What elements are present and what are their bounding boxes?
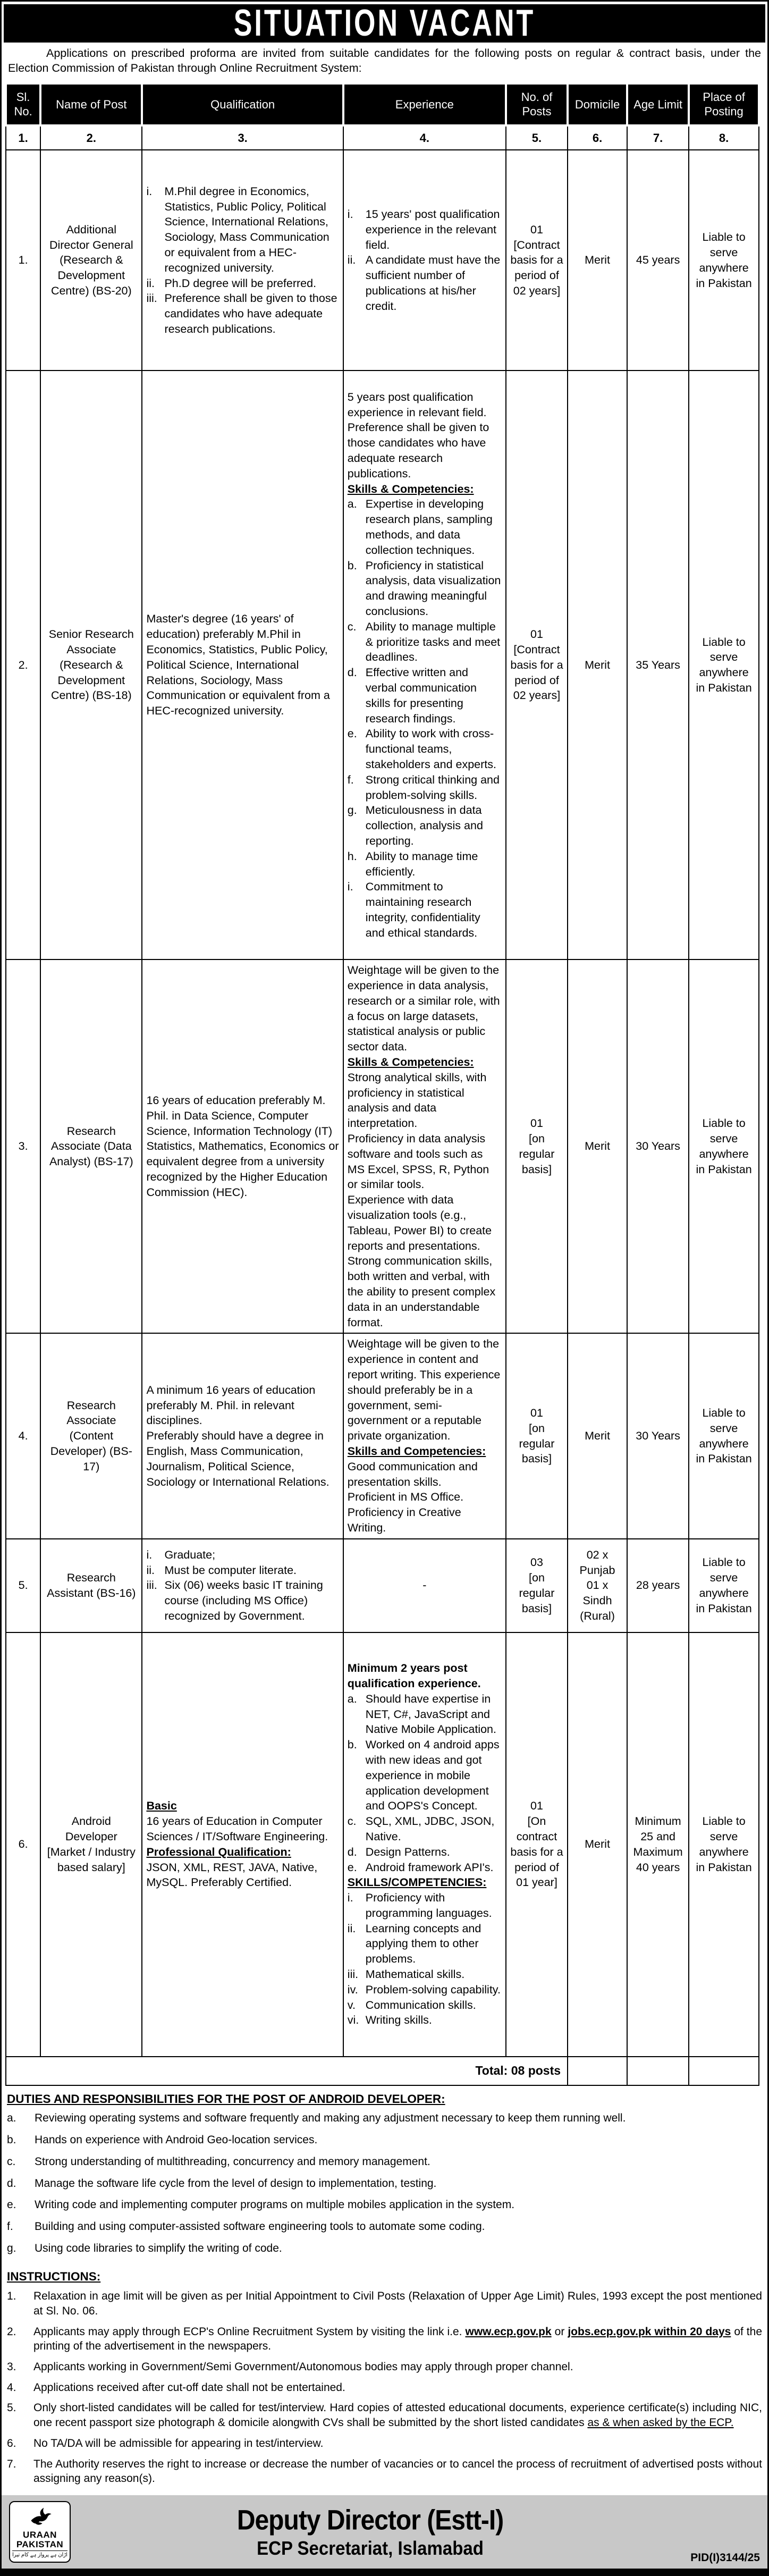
logo-urdu-tagline: اڑان ہے پرواز ہے کام تیرا <box>12 2550 67 2558</box>
table-row <box>6 1539 759 1632</box>
list-item: 3. Applicants working in Government/Semi Government/Autonomous bodies may apply through proper channel. <box>7 2360 762 2375</box>
posts-cell <box>506 1333 568 1538</box>
list-item: 2. Applicants may apply through ECP's Online Recruitment System by visiting the link i.e. www.ecp.gov.pk or jobs.ecp.gov.pk within 20 days of the printing of the advertisement in the newspapers. <box>7 2325 763 2353</box>
list-item: i. Proficiency with programming languages. <box>347 1891 492 1920</box>
list-marker: e. <box>7 2199 16 2211</box>
age-limit-cell: 35 Years <box>627 371 689 959</box>
empty-cell <box>689 2057 759 2085</box>
signature-block <box>71 2506 760 2558</box>
post-name-cell: Senior Research Associate (Research & Development Centre) (BS-18) <box>40 371 142 959</box>
column-number: 4. <box>343 125 506 150</box>
domicile-cell <box>568 959 627 1333</box>
subheading: Professional Qualification: <box>146 1845 291 1858</box>
list-item: 6. No TA/DA will be admissible for appearing in test/interview. <box>7 2436 762 2451</box>
list-marker: iii. <box>347 1968 359 1981</box>
table-row <box>6 959 759 1333</box>
cell-lines: 01 [On contract basis for a period of 01 year] <box>510 1799 563 1889</box>
list-marker: f. <box>347 773 354 786</box>
list-item: iii. Preference shall be given to those candidates who have adequate research publications. <box>146 292 337 335</box>
paragraph: Strong communication skills, both written and verbal, with the ability to present complex data in an understandable format. <box>347 1255 496 1329</box>
instructions-section <box>2 2263 767 2493</box>
column-number: 5. <box>506 125 568 150</box>
page-title: SITUATION VACANT <box>233 2 536 45</box>
paragraph: JSON, XML, REST, JAVA, Native, MySQL. Preferably Certified. <box>146 1861 318 1889</box>
list-item: ii. A candidate must have the sufficient number of publications at his/her credit. <box>347 254 501 313</box>
paragraph: Preferably should have a degree in English, Mass Communication, Journalism, Political Science, Sociology or International Relations. <box>146 1429 329 1488</box>
list-marker: d. <box>347 666 357 679</box>
age-limit-cell: 28 years <box>627 1539 689 1632</box>
list-item: g. Meticulousness in data collection, analysis and reporting. <box>347 804 483 847</box>
cell-lines: Merit <box>585 1838 610 1851</box>
list-item: ii. Ph.D degree will be preferred. <box>146 276 339 291</box>
domicile-cell <box>568 371 627 959</box>
list-item: ii. Learning concepts and applying them to other problems. <box>347 1922 481 1966</box>
list-marker: ii. <box>347 1922 356 1935</box>
posts-cell <box>506 959 568 1333</box>
list-item: vi. Writing skills. <box>348 2013 502 2028</box>
list-marker: f. <box>7 2220 13 2233</box>
list-item: g. Using code libraries to simplify the writing of code. <box>7 2241 762 2256</box>
paragraph: 5 years post qualification experience in relevant field. Preference shall be given to those candidates who have adequate research publications. <box>347 390 489 480</box>
list-item: a. Expertise in developing research plans, sampling methods, and data collection techniques. <box>347 498 493 557</box>
post-name-cell: Research Assistant (BS-16) <box>40 1539 142 1632</box>
posts-cell <box>506 150 568 371</box>
list-marker: a. <box>347 498 357 511</box>
empty-cell <box>627 2057 689 2085</box>
list-marker: vi. <box>347 2014 359 2027</box>
logo-text-line1: URAAN <box>23 2529 57 2540</box>
domicile-cell <box>568 1632 627 2057</box>
list-marker: iii. <box>146 1579 157 1592</box>
table-row <box>6 150 759 371</box>
list-marker: i. <box>347 207 353 221</box>
list-marker: i. <box>347 880 353 894</box>
list-item: b. Proficiency in statistical analysis, data visualization and drawing meaningful conclusions. <box>347 559 501 618</box>
sl-no-cell: 3. <box>6 959 40 1333</box>
list-marker: 5. <box>7 2402 16 2414</box>
list-item: i. M.Phil degree in Economics, Statistics, Public Policy, Political Science, International Relations, Sociology, Mass Communication or equivalent from a HEC-recognized university. <box>146 184 329 274</box>
subheading: Skills & Competencies: <box>347 1056 474 1068</box>
banner <box>4 4 765 43</box>
officer-title: Deputy Director (Estt-I) <box>236 2504 504 2536</box>
cell-lines: 03 [on regular basis] <box>519 1556 555 1615</box>
list-item: iv. Problem-solving capability. <box>348 1982 502 1998</box>
sl-no-cell: 5. <box>6 1539 40 1632</box>
place-of-posting-cell: Liable to serve anywhere in Pakistan <box>689 959 759 1333</box>
list-item: iii. Six (06) weeks basic IT training course (including MS Office) recognized by Government. <box>146 1579 323 1622</box>
list <box>146 1547 339 1624</box>
list-item: b. Worked on 4 android apps with new ideas and got experience in mobile application development and OOPS's Concept. <box>347 1738 500 1813</box>
pid-number: PID(I)3144/25 <box>690 2552 760 2564</box>
list-item: i. 15 years' post qualification experience in the relevant field. <box>347 207 500 251</box>
list-marker: c. <box>347 620 357 633</box>
column-header-sl-no: Sl. No. <box>6 83 40 125</box>
sl-no-cell: 2. <box>6 371 40 959</box>
duties-list <box>7 2111 762 2255</box>
paragraph: Proficiency in Creative Writing. <box>347 1506 461 1534</box>
qualification-cell <box>142 1333 343 1538</box>
column-header-experience: Experience <box>343 83 506 125</box>
column-number: 8. <box>689 125 759 150</box>
list-item: b. Hands on experience with Android Geo-location services. <box>7 2133 762 2148</box>
experience-cell <box>343 1539 506 1632</box>
list <box>348 207 502 314</box>
list-item: c. Ability to manage multiple & prioritize tasks and meet deadlines. <box>347 620 501 664</box>
paragraph: A minimum 16 years of education preferably M. Phil. in relevant disciplines. <box>146 1383 316 1427</box>
list-marker: d. <box>347 1845 357 1858</box>
cell-lines: 01 [on regular basis] <box>519 1117 555 1176</box>
footer <box>2 2495 767 2569</box>
domicile-cell <box>568 150 627 371</box>
column-number: 7. <box>627 125 689 150</box>
cell-lines: Merit <box>585 1429 610 1443</box>
sl-no-cell: 1. <box>6 150 40 371</box>
paragraph: Experience with data visualization tools (e.g., Tableau, Power BI) to create reports and presentations. <box>347 1193 492 1252</box>
total-row <box>6 2057 759 2085</box>
list-marker: ii. <box>146 276 155 290</box>
cell-lines: 02 x Punjab 01 x Sindh (Rural) <box>579 1548 615 1622</box>
paragraph: Weightage will be given to the experience in data analysis, research or a similar role, with a focus on large datasets, statistical analysis or public sector data. <box>347 964 500 1054</box>
cell-lines: 01 [Contract basis for a period of 02 years] <box>510 223 563 297</box>
list-marker: e. <box>347 727 357 740</box>
list-item: 1. Relaxation in age limit will be given as per Initial Appointment to Civil Posts (Relaxation of Upper Age Limit) Rules, 1993 except the post mentioned at Sl. No. 06. <box>7 2290 762 2317</box>
list-marker: b. <box>347 1738 357 1752</box>
place-of-posting-cell: Liable to serve anywhere in Pakistan <box>689 1333 759 1538</box>
paragraph: 16 years of education preferably M. Phil. in Data Science, Computer Science, Information Technology (IT) Statistics, Mathematics, Economics or equivalent degree from a university recognized by the Higher Education Commission (HEC). <box>146 1093 339 1199</box>
column-number-row <box>6 125 759 150</box>
cell-lines: Merit <box>585 1140 610 1153</box>
post-name-cell: Additional Director General (Research & Development Centre) (BS-20) <box>40 150 142 371</box>
list-item: 4. Applications received after cut-off date shall not be entertained. <box>7 2380 762 2395</box>
list-item: a. Reviewing operating systems and software frequently and making any adjustment necessary to keep them running well. <box>7 2111 762 2126</box>
list-marker: v. <box>347 1998 356 2011</box>
column-header-domicile: Domicile <box>568 83 627 125</box>
total-posts-label: Total: 08 posts <box>6 2057 568 2085</box>
qualification-cell <box>142 150 343 371</box>
list-item: h. Ability to manage time efficiently. <box>347 849 478 878</box>
paragraph: Good communication and presentation skills. <box>347 1460 478 1488</box>
list <box>7 2289 762 2486</box>
list-item: v. Communication skills. <box>348 1998 502 2013</box>
list-marker: ii. <box>146 1563 155 1577</box>
experience-cell <box>343 959 506 1333</box>
table-row <box>6 1632 759 2057</box>
list <box>348 1890 502 2028</box>
cell-lines: Merit <box>585 254 610 267</box>
logo-text-line2: PAKISTAN <box>16 2539 64 2549</box>
dove-icon <box>24 2506 55 2530</box>
list-marker: iv. <box>347 1983 358 1996</box>
list-item: e. Ability to work with cross-functional teams, stakeholders and experts. <box>347 727 496 771</box>
place-of-posting-cell: Liable to serve anywhere in Pakistan <box>689 1539 759 1632</box>
list-marker: iii. <box>146 292 157 305</box>
list-item: e. Writing code and implementing computer programs on multiple mobiles application in the system. <box>7 2198 762 2212</box>
qualification-cell <box>142 1632 343 2057</box>
list-item: 5. Only short-listed candidates will be called for test/interview. Hard copies of attested educational documents, experience certificate(s) including NIC, one recent passport size photograph & domicile alongwith CVs shall be submitted by the short listed candidates as & when asked by the ECP. <box>7 2402 762 2429</box>
list <box>7 2111 762 2255</box>
bottom-bar <box>2 2569 767 2574</box>
list-item: a. Should have expertise in NET, C#, JavaScript and Native Mobile Application. <box>347 1692 496 1736</box>
list-item: d. Manage the software life cycle from the level of design to implementation, testing. <box>7 2176 762 2191</box>
post-name-cell: Android Developer [Market / Industry based salary] <box>40 1632 142 2057</box>
paragraph: Strong analytical skills, with proficiency in statistical analysis and data interpretation. <box>347 1071 487 1130</box>
experience-cell <box>343 371 506 959</box>
paragraph: Proficiency in data analysis software and tools such as MS Excel, SPSS, R, Python or similar tools. <box>347 1132 489 1191</box>
list-marker: 1. <box>7 2290 16 2303</box>
list-item: c. SQL, XML, JDBC, JSON, Native. <box>347 1815 495 1843</box>
table-header-row <box>6 83 759 125</box>
posts-cell <box>506 371 568 959</box>
empty-cell <box>568 2057 627 2085</box>
list-item: 7. The Authority reserves the right to increase or decrease the number of vacancies or to cancel the process of recruitment of advertised posts without assigning any reason(s). <box>7 2457 762 2485</box>
list <box>146 184 339 337</box>
list-marker: i. <box>146 1548 153 1561</box>
age-limit-cell: Minimum 25 and Maximum 40 years <box>627 1632 689 2057</box>
list-marker: i. <box>146 184 153 198</box>
place-of-posting-cell: Liable to serve anywhere in Pakistan <box>689 371 759 959</box>
uraan-pakistan-logo <box>9 2501 71 2563</box>
duties-heading: DUTIES AND RESPONSIBILITIES FOR THE POST OF ANDROID DEVELOPER: <box>7 2092 445 2106</box>
recruitment-table <box>5 82 760 2086</box>
list-marker: 6. <box>7 2437 16 2449</box>
instructions-heading: INSTRUCTIONS: <box>7 2270 101 2284</box>
cell-lines: Merit <box>585 658 610 671</box>
posts-cell <box>506 1632 568 2057</box>
subheading: Skills & Competencies: <box>347 482 474 495</box>
post-name-cell: Research Associate (Content Developer) (BS-17) <box>40 1333 142 1538</box>
duties-section <box>2 2086 767 2264</box>
list-marker: ii. <box>347 254 356 267</box>
list-marker: 2. <box>7 2325 16 2338</box>
column-number: 3. <box>142 125 343 150</box>
list-marker: g. <box>347 804 357 817</box>
column-number: 2. <box>40 125 142 150</box>
column-header-no-of-posts: No. of Posts <box>506 83 568 125</box>
intro-paragraph: Applications on prescribed proforma are invited from suitable candidates for the following posts on regular & contract basis, under the Election Commission of Pakistan through Online Recruitment System: <box>8 47 761 75</box>
paragraph: 16 years of Education in Computer Sciences / IT/Software Engineering. <box>146 1815 328 1843</box>
post-name-cell: Research Associate (Data Analyst) (BS-17) <box>40 959 142 1333</box>
column-header-place-of-posting: Place of Posting <box>689 83 759 125</box>
age-limit-cell: 30 Years <box>627 1333 689 1538</box>
cell-lines: 01 [Contract basis for a period of 02 years] <box>510 628 563 702</box>
list-marker: 3. <box>7 2360 16 2373</box>
list-marker: a. <box>7 2112 16 2125</box>
table-row <box>6 371 759 959</box>
list-item: ii. Must be computer literate. <box>146 1563 339 1578</box>
list-marker: 4. <box>7 2381 16 2394</box>
list-marker: h. <box>347 849 357 863</box>
column-header-name-of-post: Name of Post <box>40 83 142 125</box>
paragraph: Minimum 2 years post qualification experience. <box>347 1662 481 1690</box>
list-item: i. Graduate; <box>146 1547 339 1563</box>
list-marker: b. <box>347 559 357 572</box>
subheading: SKILLS/COMPETENCIES: <box>347 1876 487 1889</box>
experience-cell <box>343 1632 506 2057</box>
qualification-cell <box>142 959 343 1333</box>
list-item: e. Android framework API's. <box>348 1860 502 1875</box>
list-marker: e. <box>347 1861 357 1874</box>
list-item: c. Strong understanding of multithreading, concurrency and memory management. <box>7 2154 762 2169</box>
experience-cell <box>343 1333 506 1538</box>
place-of-posting-cell: Liable to serve anywhere in Pakistan <box>689 150 759 371</box>
column-header-qualification: Qualification <box>142 83 343 125</box>
table-row <box>6 1333 759 1538</box>
age-limit-cell: 45 years <box>627 150 689 371</box>
age-limit-cell: 30 Years <box>627 959 689 1333</box>
cell-lines: 01 [on regular basis] <box>519 1406 555 1466</box>
domicile-cell <box>568 1539 627 1632</box>
domicile-cell <box>568 1333 627 1538</box>
sl-no-cell: 4. <box>6 1333 40 1538</box>
experience-cell <box>343 150 506 371</box>
list-marker: i. <box>347 1891 353 1905</box>
list-marker: d. <box>7 2177 16 2190</box>
place-of-posting-cell: Liable to serve anywhere in Pakistan <box>689 1632 759 2057</box>
list-item: d. Design Patterns. <box>348 1845 502 1860</box>
subheading: Skills and Competencies: <box>347 1444 486 1458</box>
sl-no-cell: 6. <box>6 1632 40 2057</box>
office-name: ECP Secretariat, Islamabad <box>257 2537 484 2559</box>
list-marker: b. <box>7 2134 16 2146</box>
list-item: iii. Mathematical skills. <box>348 1967 502 1982</box>
qualification-cell <box>142 1539 343 1632</box>
list-item: f. Building and using computer-assisted software engineering tools to automate some coding. <box>7 2219 762 2234</box>
list-item: d. Effective written and verbal communication skills for presenting research findings. <box>347 666 477 725</box>
instructions-list <box>7 2289 762 2486</box>
list-marker: 7. <box>7 2457 16 2470</box>
column-header-age-limit: Age Limit <box>627 83 689 125</box>
qualification-cell <box>142 371 343 959</box>
list <box>348 1691 502 1875</box>
paragraph: Proficient in MS Office. <box>347 1491 464 1504</box>
paragraph: Master's degree (16 years' of education) preferably M.Phil in Economics, Statistics, Public Policy, Political Science, International Relations, Sociology, Mass Communication or equivalent from a HEC-recognized university. <box>146 612 330 718</box>
posts-cell <box>506 1539 568 1632</box>
column-number: 1. <box>6 125 40 150</box>
list-marker: c. <box>7 2155 16 2168</box>
list-marker: g. <box>7 2242 16 2254</box>
list <box>348 496 502 940</box>
list-item: i. Commitment to maintaining research integrity, confidentiality and ethical standards. <box>347 880 480 939</box>
list-marker: c. <box>347 1815 357 1828</box>
column-number: 6. <box>568 125 627 150</box>
paragraph: Weightage will be given to the experience in content and report writing. This experience should preferably be in a government, semi-government or a reputable private organization. <box>347 1337 501 1443</box>
list-item: f. Strong critical thinking and problem-solving skills. <box>347 773 500 802</box>
list-marker: a. <box>347 1692 357 1705</box>
subheading: Basic <box>146 1799 177 1813</box>
paragraph: - <box>422 1579 427 1592</box>
